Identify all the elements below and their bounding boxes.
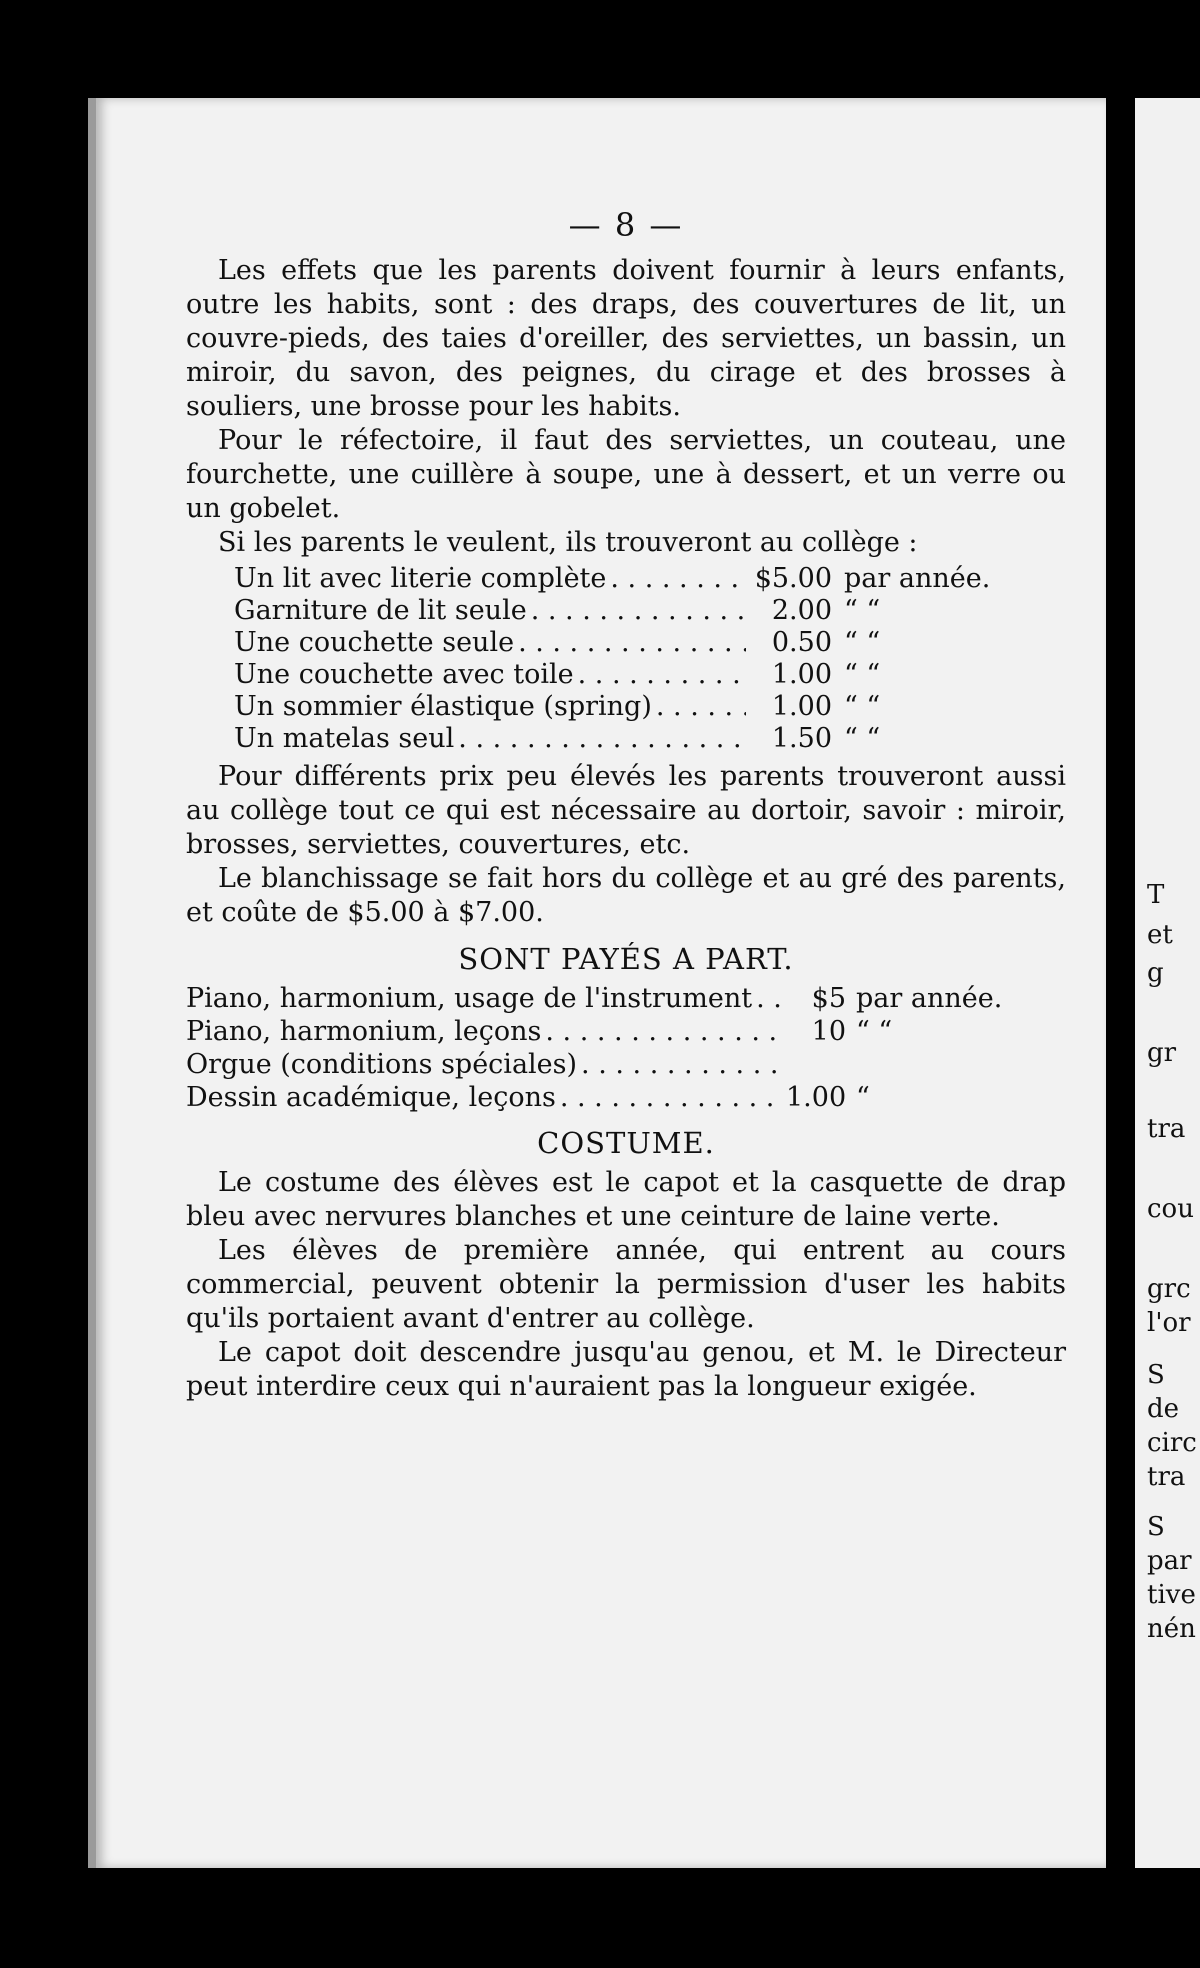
page-fragment: circ <box>1147 1428 1197 1458</box>
paragraph-capot: Le capot doit descendre jusqu'au genou, et M. le Directeur peut interdire ceux qui n'auraient pas la longueur exigée. <box>186 1337 1066 1402</box>
leader-dots <box>518 626 746 660</box>
item-label: Garniture de lit seule <box>234 595 527 626</box>
item-price: 1.00 <box>786 1082 847 1113</box>
list-item <box>234 626 994 658</box>
item-unit: “ “ <box>844 659 881 690</box>
item-label: Orgue (conditions spéciales) <box>186 1049 578 1080</box>
college-items-list <box>234 562 994 754</box>
item-price: 1.00 <box>771 691 832 722</box>
page-fragment: nén <box>1147 1614 1196 1644</box>
leader-dots <box>578 658 746 692</box>
item-label: Dessin académique, leçons <box>186 1082 556 1113</box>
leader-dots <box>656 690 746 724</box>
section-title-costume: COSTUME. <box>537 1126 715 1160</box>
page-fragment: T <box>1147 880 1165 910</box>
paragraph-effects: Les effets que les parents doivent fournir à leurs enfants, outre les habits, sont : des draps, des couvertures de lit, un couvre-pieds, des taies d'oreiller, des serviettes, un bassin, un miroir, du savon, des peignes, du cirage et des brosses à souliers, une brosse pour les habits. <box>186 255 1066 422</box>
item-unit: “ “ <box>844 595 881 626</box>
item-unit: par année. <box>844 563 991 594</box>
leader-dots <box>756 982 782 1016</box>
page-fragment: l'or <box>1147 1308 1191 1338</box>
item-label: Piano, harmonium, usage de l'instrument <box>186 983 753 1014</box>
leader-dots <box>545 1015 782 1049</box>
page-fragment: par <box>1147 1546 1192 1576</box>
paragraph-college-intro: Si les parents le veulent, ils trouveront au collège : <box>218 527 918 558</box>
page-fragment: de <box>1147 1394 1180 1424</box>
paragraph-refectory: Pour le réfectoire, il faut des serviettes, un couteau, une fourchette, une cuillère à soupe, une à dessert, et un verre ou un gobelet. <box>186 425 1066 524</box>
leader-dots <box>610 562 746 596</box>
paid-items-list <box>186 982 1006 1114</box>
paragraph-dormitory: Pour différents prix peu élevés les parents trouveront aussi au collège tout ce qui est nécessaire au dortoir, savoir : miroir, brosses, serviettes, couvertures, etc. <box>186 761 1066 860</box>
page-fragment: tra <box>1147 1114 1186 1144</box>
list-item <box>234 658 994 690</box>
item-unit: “ “ <box>844 723 881 754</box>
item-price: 2.00 <box>771 595 832 626</box>
list-item <box>234 562 994 594</box>
list-item <box>186 1048 1006 1081</box>
item-label: Une couchette seule <box>234 627 515 658</box>
page-fragment: g <box>1147 958 1164 988</box>
item-label: Un matelas seul <box>234 723 455 754</box>
page-number: — 8 — <box>568 206 684 244</box>
paragraph-laundry: Le blanchissage se fait hors du collège et au gré des parents, et coûte de $5.00 à $7.00. <box>186 863 1066 928</box>
item-price: 0.50 <box>771 627 832 658</box>
leader-dots <box>458 722 746 756</box>
page-content <box>186 208 1066 1404</box>
list-item <box>234 722 994 754</box>
adjacent-page-edge <box>1135 98 1200 1868</box>
list-item <box>186 1015 1006 1048</box>
page-fragment: et <box>1147 920 1173 950</box>
list-item <box>234 594 994 626</box>
paragraph-first-year: Les élèves de première année, qui entrent au cours commercial, peuvent obtenir la permission d'user les habits qu'ils portaient avant d'entrer au collège. <box>186 1235 1066 1334</box>
item-unit: “ <box>856 1082 870 1113</box>
paragraph-costume: Le costume des élèves est le capot et la casquette de drap bleu avec nervures blanches et une ceinture de laine verte. <box>186 1167 1066 1232</box>
leader-dots <box>560 1081 782 1115</box>
section-title-paid: SONT PAYÉS A PART. <box>458 942 794 976</box>
item-price: $5 <box>811 983 846 1014</box>
item-unit: “ “ <box>844 691 881 722</box>
page-fragment: grc <box>1147 1274 1191 1304</box>
item-label: Un lit avec literie complète <box>234 563 607 594</box>
item-price: 10 <box>811 1016 846 1047</box>
book-page <box>88 98 1106 1868</box>
item-price: $5.00 <box>754 563 832 594</box>
item-unit: “ “ <box>844 627 881 658</box>
item-unit: “ “ <box>856 1016 893 1047</box>
page-fragment: gr <box>1147 1038 1177 1068</box>
item-label: Une couchette avec toile <box>234 659 574 690</box>
item-price: 1.50 <box>771 723 832 754</box>
list-item <box>186 982 1006 1015</box>
page-fragment: S <box>1147 1512 1165 1542</box>
page-fragment: cou <box>1147 1194 1194 1224</box>
page-fragment: S <box>1147 1360 1165 1390</box>
page-fragment: tra <box>1147 1462 1186 1492</box>
item-label: Un sommier élastique (spring) <box>234 691 652 722</box>
list-item <box>186 1081 1006 1114</box>
list-item <box>234 690 994 722</box>
leader-dots <box>581 1048 782 1082</box>
item-label: Piano, harmonium, leçons <box>186 1016 542 1047</box>
item-price: 1.00 <box>771 659 832 690</box>
page-fragment: tive <box>1147 1580 1196 1610</box>
item-unit: par année. <box>856 983 1003 1014</box>
leader-dots <box>531 594 746 628</box>
